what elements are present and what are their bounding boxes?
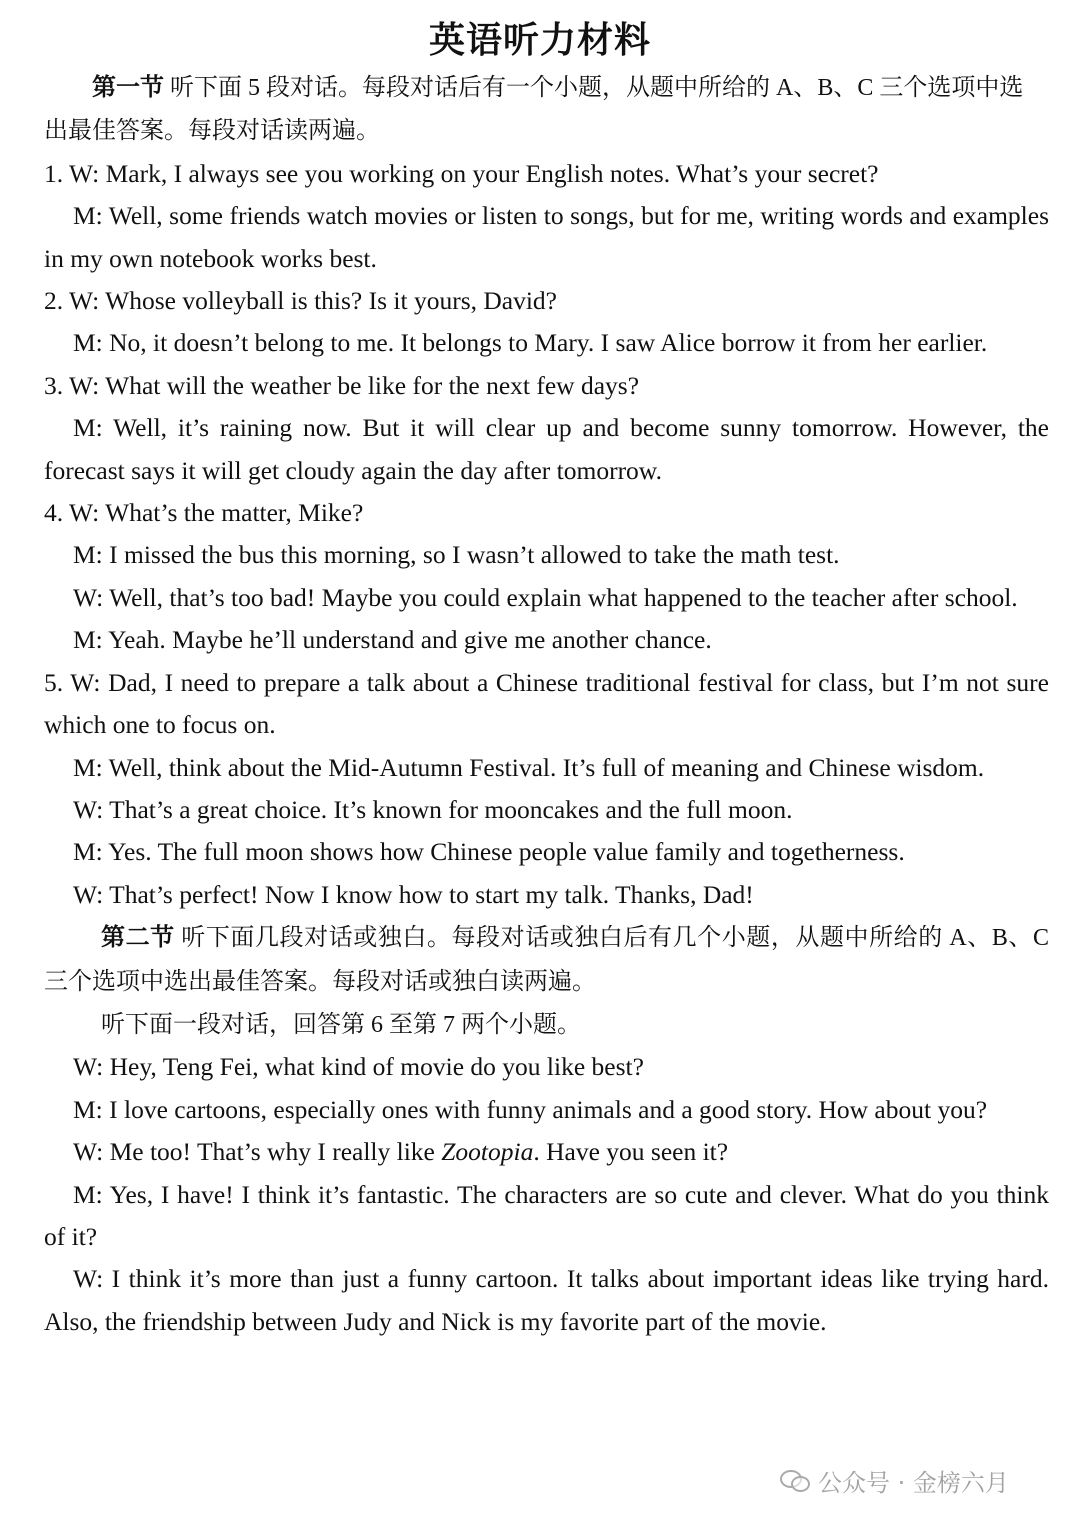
watermark-text: 公众号 · 金榜六月 bbox=[818, 1468, 1009, 1497]
section2-instruction-text: 听下面几段对话或独白。每段对话或独白后有几个小题，从题中所给的 A、B、C 三个选项中选出最佳答案。每段对话或独白读两遍。 bbox=[44, 925, 1049, 995]
dialogue4-man-1: M: I missed the bus this morning, so I wasn’t allowed to take the math test. bbox=[73, 540, 840, 570]
section2-instruction bbox=[44, 916, 1049, 1003]
dialogue3-man: M: Well, it’s raining now. But it will clear up and become sunny tomorrow. However, the forecast says it will get cloudy again the day after tomorrow. bbox=[44, 413, 1049, 485]
document-body bbox=[44, 66, 1049, 1343]
dialogue5-man-2: M: Yes. The full moon shows how Chinese people value family and togetherness. bbox=[73, 837, 905, 867]
dialogue5-woman-2: W: That’s a great choice. It’s known for mooncakes and the full moon. bbox=[73, 794, 793, 824]
dialogue3-woman: 3. W: What will the weather be like for the next few days? bbox=[44, 370, 640, 400]
page-title: 英语听力材料 bbox=[428, 20, 651, 60]
section2-sub-instruction bbox=[44, 1003, 1049, 1046]
dialogue5-woman-3: W: That’s perfect! Now I know how to start my talk. Thanks, Dad! bbox=[73, 879, 754, 909]
dialogue5-woman-1: 5. W: Dad, I need to prepare a talk about a Chinese traditional festival for class, but I’m not sure which one to focus on. bbox=[44, 667, 1049, 740]
dialogue2-man: M: No, it doesn’t belong to me. It belongs to Mary. I saw Alice borrow it from her earlier. bbox=[73, 328, 988, 358]
dialogue4-woman-1: 4. W: What’s the matter, Mike? bbox=[44, 498, 364, 528]
dialogue6-woman-2 bbox=[44, 1131, 1049, 1173]
dialogue6-woman-1: W: Hey, Teng Fei, what kind of movie do you like best? bbox=[73, 1052, 644, 1082]
dialogue6-woman-2-pre: W: Me too! That’s why I really like bbox=[73, 1137, 442, 1167]
dialogue1-man: M: Well, some friends watch movies or listen to songs, but for me, writing words and examples in my own notebook works best. bbox=[44, 201, 1049, 273]
dialogue4-woman-2: W: Well, that’s too bad! Maybe you could explain what happened to the teacher after school. bbox=[73, 582, 1018, 612]
section1-instruction-line2: 出最佳答案。每段对话读两遍。 bbox=[44, 118, 380, 145]
section2-heading: 第二节 bbox=[101, 925, 175, 952]
dialogue6-woman-2-post: . Have you seen it? bbox=[533, 1137, 729, 1167]
dialogue6-woman-3: W: I think it’s more than just a funny cartoon. It talks about important ideas like trying hard. Also, the friendship between Judy and Nick is my favorite part of the movie. bbox=[44, 1264, 1049, 1336]
dialogue6-man-2: M: Yes, I have! I think it’s fantastic. The characters are so cute and clever. What do you think of it? bbox=[44, 1179, 1049, 1251]
dialogue2-woman: 2. W: Whose volleyball is this? Is it yours, David? bbox=[44, 286, 558, 316]
watermark bbox=[780, 1460, 1009, 1500]
section1-heading: 第一节 bbox=[92, 75, 164, 101]
section1-instruction bbox=[44, 66, 1049, 109]
section2-sub-instruction-text: 听下面一段对话，回答第 6 至第 7 两个小题。 bbox=[101, 1011, 581, 1038]
dialogue5-man-1: M: Well, think about the Mid-Autumn Festival. It’s full of meaning and Chinese wisdom. bbox=[73, 752, 985, 782]
section1-instruction-cont bbox=[44, 109, 1049, 152]
dialogue1-woman: 1. W: Mark, I always see you working on your English notes. What’s your secret? bbox=[44, 158, 879, 188]
wechat-icon bbox=[780, 1468, 810, 1492]
section1-instruction-line1: 听下面 5 段对话。每段对话后有一个小题，从题中所给的 A、B、C 三个选项中选 bbox=[164, 75, 1024, 101]
dialogue4-man-2: M: Yeah. Maybe he’ll understand and give me another chance. bbox=[73, 625, 712, 655]
dialogue6-man-1: M: I love cartoons, especially ones with funny animals and a good story. How about you? bbox=[73, 1094, 988, 1124]
movie-title: Zootopia bbox=[441, 1137, 534, 1167]
